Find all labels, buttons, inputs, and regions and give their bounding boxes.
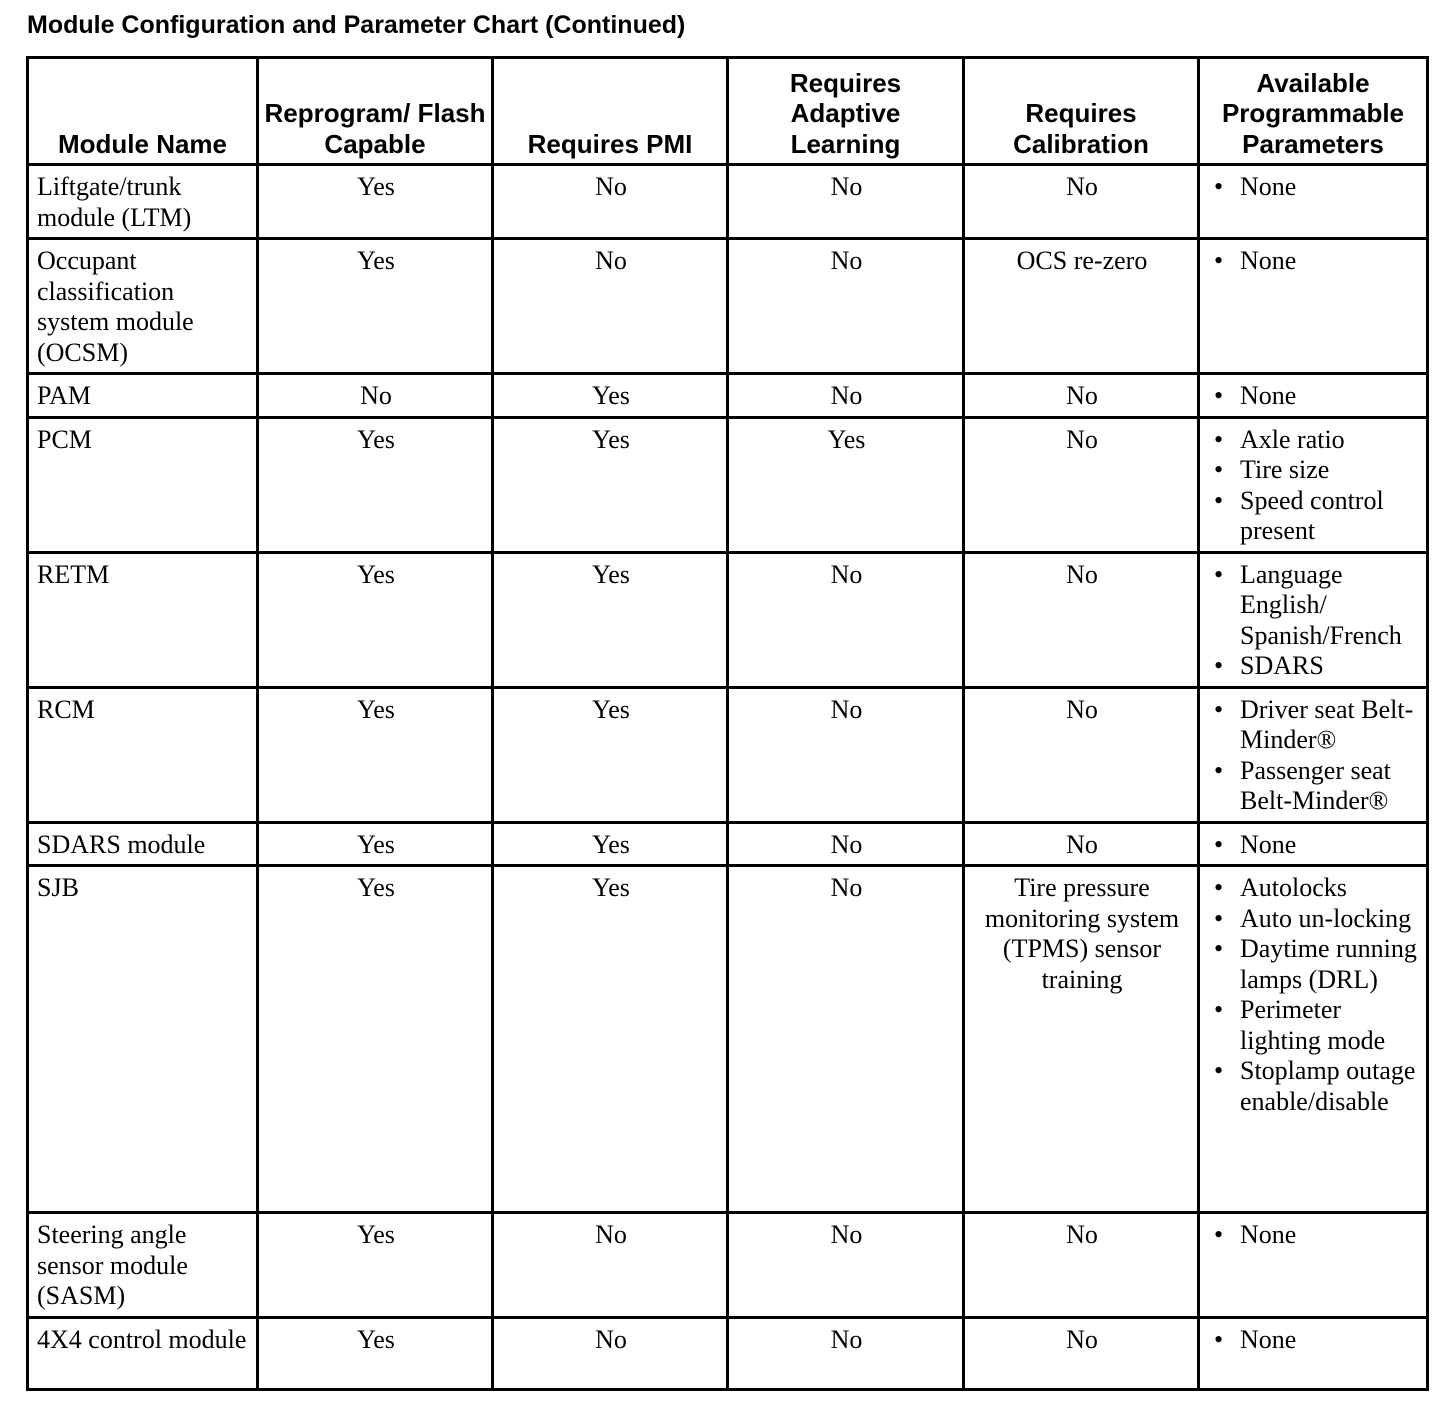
bullet-icon: •	[1214, 1056, 1224, 1085]
reprogram-cell: Yes	[258, 417, 493, 552]
adaptive-cell: No	[728, 822, 964, 866]
bullet-icon: •	[1214, 694, 1224, 724]
calibration-cell: No	[964, 1213, 1199, 1318]
module-name-cell: SDARS module	[28, 822, 258, 866]
parameter-text: Tire size	[1240, 455, 1330, 484]
parameter-text: Language English/ Spanish/French	[1240, 559, 1402, 650]
calibration-cell: No	[964, 165, 1199, 239]
calibration-cell: No	[964, 552, 1199, 687]
pmi-cell: Yes	[493, 374, 728, 418]
parameter-text: None	[1240, 172, 1297, 201]
parameter-item	[1200, 1056, 1420, 1117]
adaptive-cell: Yes	[728, 417, 964, 552]
adaptive-cell: No	[728, 1317, 964, 1389]
bullet-icon: •	[1214, 172, 1224, 201]
parameters-cell	[1199, 374, 1428, 418]
parameters-list	[1200, 695, 1420, 817]
parameter-text: Autolocks	[1240, 873, 1347, 902]
calibration-cell: No	[964, 417, 1199, 552]
parameter-text: Passenger seat Belt-Minder®	[1240, 755, 1391, 815]
reprogram-cell: Yes	[258, 165, 493, 239]
parameter-item	[1200, 873, 1420, 904]
parameter-text: Stoplamp outage enable/disable	[1240, 1056, 1416, 1116]
parameter-item	[1200, 756, 1420, 817]
page-title: Module Configuration and Parameter Chart (Continued)	[27, 11, 686, 39]
parameters-list	[1200, 381, 1420, 412]
bullet-icon: •	[1214, 455, 1224, 484]
parameters-list	[1200, 1325, 1420, 1356]
parameters-cell	[1199, 552, 1428, 687]
header-module-name: Module Name	[28, 58, 258, 165]
module-name-cell: Occupant classification system module (OCSM)	[28, 239, 258, 374]
parameter-item	[1200, 695, 1420, 756]
parameter-item	[1200, 830, 1420, 861]
parameter-item	[1200, 560, 1420, 652]
module-name-cell: PCM	[28, 417, 258, 552]
table-row	[28, 1317, 1428, 1389]
adaptive-cell: No	[728, 165, 964, 239]
parameters-cell	[1199, 239, 1428, 374]
table-row	[28, 687, 1428, 822]
header-reprogram-flash	[258, 58, 493, 165]
parameter-text: Driver seat Belt-Minder®	[1240, 694, 1414, 754]
parameters-cell	[1199, 417, 1428, 552]
reprogram-cell: Yes	[258, 1213, 493, 1318]
calibration-cell: No	[964, 687, 1199, 822]
parameters-list	[1200, 246, 1420, 277]
adaptive-cell: No	[728, 866, 964, 1213]
parameter-item	[1200, 1325, 1420, 1356]
header-requires-pmi: Requires PMI	[493, 58, 728, 165]
calibration-cell: No	[964, 822, 1199, 866]
module-name-cell: 4X4 control module	[28, 1317, 258, 1389]
bullet-icon: •	[1214, 1220, 1224, 1249]
parameter-text: SDARS	[1240, 651, 1324, 680]
bullet-icon: •	[1214, 424, 1224, 454]
bullet-icon: •	[1214, 934, 1224, 963]
bullet-icon: •	[1214, 873, 1224, 902]
parameters-list	[1200, 560, 1420, 682]
parameter-item	[1200, 904, 1420, 935]
parameters-list	[1200, 830, 1420, 861]
bullet-icon: •	[1214, 903, 1224, 933]
bullet-icon: •	[1214, 995, 1224, 1024]
parameter-item	[1200, 172, 1420, 203]
pmi-cell: No	[493, 1317, 728, 1389]
header-adaptive-learning: Requires Adaptive Learning	[728, 58, 964, 165]
pmi-cell: Yes	[493, 822, 728, 866]
parameters-cell	[1199, 866, 1428, 1213]
parameters-list	[1200, 1220, 1420, 1251]
parameter-item	[1200, 455, 1420, 486]
table-row	[28, 866, 1428, 1213]
module-name-cell: RCM	[28, 687, 258, 822]
header-requires-calibration: Requires Calibration	[964, 58, 1199, 165]
pmi-cell: No	[493, 239, 728, 374]
bullet-icon: •	[1214, 559, 1224, 589]
adaptive-cell: No	[728, 552, 964, 687]
calibration-cell: No	[964, 1317, 1199, 1389]
bullet-icon: •	[1214, 246, 1224, 275]
table-row	[28, 417, 1428, 552]
table-row	[28, 1213, 1428, 1318]
parameter-text: None	[1240, 1220, 1297, 1249]
table-row	[28, 239, 1428, 374]
module-name-cell: Liftgate/trunk module (LTM)	[28, 165, 258, 239]
pmi-cell: Yes	[493, 417, 728, 552]
reprogram-cell: No	[258, 374, 493, 418]
parameter-text: None	[1240, 829, 1297, 859]
module-parameter-table	[26, 56, 1429, 1391]
header-programmable-parameters: Available Programmable Parameters	[1199, 58, 1428, 165]
bullet-icon: •	[1214, 651, 1224, 680]
pmi-cell: Yes	[493, 552, 728, 687]
header-reprogram-text: Reprogram/ Flash Capable	[264, 98, 486, 159]
module-name-cell: RETM	[28, 552, 258, 687]
parameter-text: None	[1240, 1324, 1297, 1354]
parameter-item	[1200, 246, 1420, 277]
parameter-text: Speed control present	[1240, 485, 1384, 545]
parameter-text: Perimeter lighting mode	[1240, 995, 1386, 1055]
module-name-cell: Steering angle sensor module (SASM)	[28, 1213, 258, 1318]
parameters-list	[1200, 172, 1420, 203]
reprogram-cell: Yes	[258, 822, 493, 866]
calibration-cell: OCS re-zero	[964, 239, 1199, 374]
parameters-cell	[1199, 1213, 1428, 1318]
reprogram-cell: Yes	[258, 687, 493, 822]
parameter-text: Auto un-locking	[1240, 903, 1412, 933]
pmi-cell: Yes	[493, 687, 728, 822]
parameter-item	[1200, 934, 1420, 995]
calibration-cell: No	[964, 374, 1199, 418]
parameter-item	[1200, 425, 1420, 456]
parameters-cell	[1199, 1317, 1428, 1389]
parameter-text: None	[1240, 246, 1297, 275]
pmi-cell: Yes	[493, 866, 728, 1213]
adaptive-cell: No	[728, 687, 964, 822]
reprogram-cell: Yes	[258, 866, 493, 1213]
bullet-icon: •	[1214, 755, 1224, 785]
parameter-item	[1200, 995, 1420, 1056]
parameter-text: Daytime running lamps (DRL)	[1240, 934, 1417, 994]
parameter-item	[1200, 1220, 1420, 1251]
parameters-list	[1200, 873, 1420, 1117]
table-row	[28, 374, 1428, 418]
bullet-icon: •	[1214, 381, 1224, 410]
parameter-item	[1200, 486, 1420, 547]
calibration-cell: Tire pressure monitoring system (TPMS) sensor training	[964, 866, 1199, 1213]
pmi-cell: No	[493, 1213, 728, 1318]
table-header-row	[28, 58, 1428, 165]
pmi-cell: No	[493, 165, 728, 239]
adaptive-cell: No	[728, 239, 964, 374]
parameter-item	[1200, 381, 1420, 412]
reprogram-cell: Yes	[258, 552, 493, 687]
parameters-cell	[1199, 687, 1428, 822]
table-body	[28, 165, 1428, 1390]
bullet-icon: •	[1214, 485, 1224, 515]
table-row	[28, 165, 1428, 239]
bullet-icon: •	[1214, 1324, 1224, 1354]
reprogram-cell: Yes	[258, 239, 493, 374]
parameter-text: Axle ratio	[1240, 424, 1345, 454]
parameters-list	[1200, 425, 1420, 547]
adaptive-cell: No	[728, 374, 964, 418]
adaptive-cell: No	[728, 1213, 964, 1318]
table-row	[28, 552, 1428, 687]
table-row	[28, 822, 1428, 866]
bullet-icon: •	[1214, 829, 1224, 859]
module-name-cell: SJB	[28, 866, 258, 1213]
parameter-item	[1200, 651, 1420, 682]
reprogram-cell: Yes	[258, 1317, 493, 1389]
parameter-text: None	[1240, 381, 1297, 410]
module-name-cell: PAM	[28, 374, 258, 418]
parameters-cell	[1199, 165, 1428, 239]
parameters-cell	[1199, 822, 1428, 866]
